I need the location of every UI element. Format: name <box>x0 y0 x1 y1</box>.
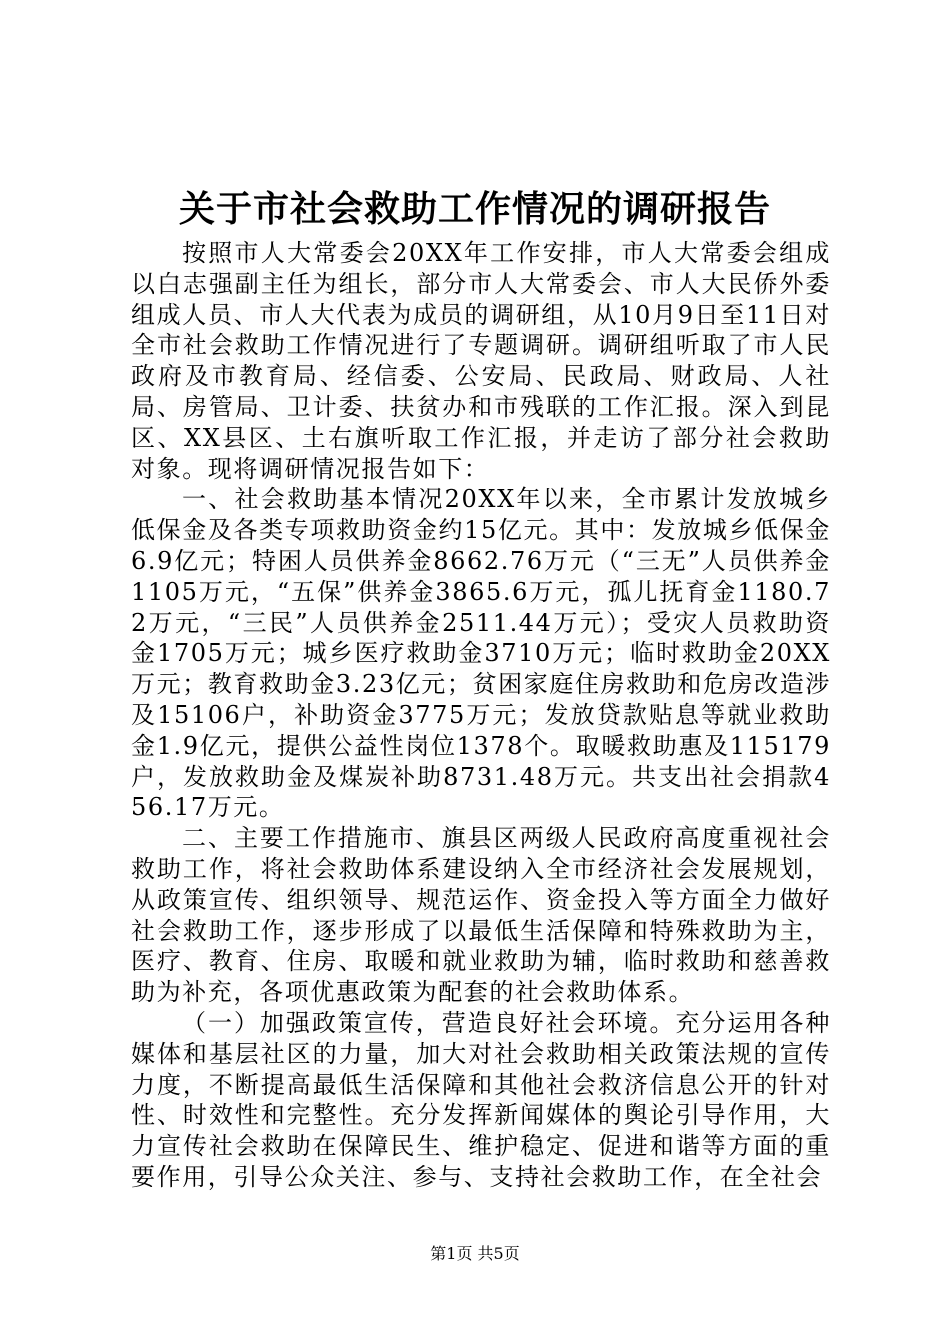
paragraph-intro: 按照市人大常委会20XX年工作安排，市人大常委会组成以白志强副主任为组长，部分市人大常委会、市人大民侨外委组成人员、市人大代表为成员的调研组，从10月9日至11日对全市社会救助工作情况进行了专题调研。调研组听取了市人民政府及市教育局、经信委、公安局、民政局、财政局、人社局、房管局、卫计委、扶贫办和市残联的工作汇报。深入到昆区、XX县区、土右旗听取工作汇报，并走访了部分社会救助对象。现将调研情况报告如下： <box>131 239 831 483</box>
paragraph-basic-situation: 一、社会救助基本情况20XX年以来，全市累计发放城乡低保金及各类专项救助资金约15亿元。其中：发放城乡低保金6.9亿元；特困人员供养金8662.76万元（“三无”人员供养金1105万元，“五保”供养金3865.6万元，孤儿抚育金1180.72万元，“三民”人员供养金2511.44万元）；受灾人员救助资金1705万元；城乡医疗救助金3710万元；临时救助金20XX万元；教育救助金3.23亿元；贫困家庭住房救助和危房改造涉及15106户，补助资金3775万元；发放贷款贴息等就业救助金1.9亿元，提供公益性岗位1378个。取暖救助惠及115179户，发放救助金及煤炭补助8731.48万元。共支出社会捐款456.17万元。 <box>131 485 831 822</box>
paragraph-policy-publicity: （一）加强政策宣传，营造良好社会环境。充分运用各种媒体和基层社区的力量，加大对社会救助相关政策法规的宣传力度，不断提高最低生活保障和其他社会救济信息公开的针对性、时效性和完整性。充分发挥新闻媒体的舆论引导作用，大力宣传社会救助在保障民生、维护稳定、促进和谐等方面的重要作用，引导公众关注、参与、支持社会救助工作，在全社会 <box>131 1008 831 1191</box>
document-body <box>131 238 831 1193</box>
page-number-footer: 第1页 共5页 <box>430 1244 520 1263</box>
paragraph-main-measures: 二、主要工作措施市、旗县区两级人民政府高度重视社会救助工作，将社会救助体系建设纳入全市经济社会发展规划，从政策宣传、组织领导、规范运作、资金投入等方面全力做好社会救助工作，逐步形成了以最低生活保障和特殊救助为主，医疗、教育、住房、取暖和就业救助为辅，临时救助和慈善救助为补充，各项优惠政策为配套的社会救助体系。 <box>131 824 831 1007</box>
document-title: 关于市社会救助工作情况的调研报告 <box>178 188 771 230</box>
